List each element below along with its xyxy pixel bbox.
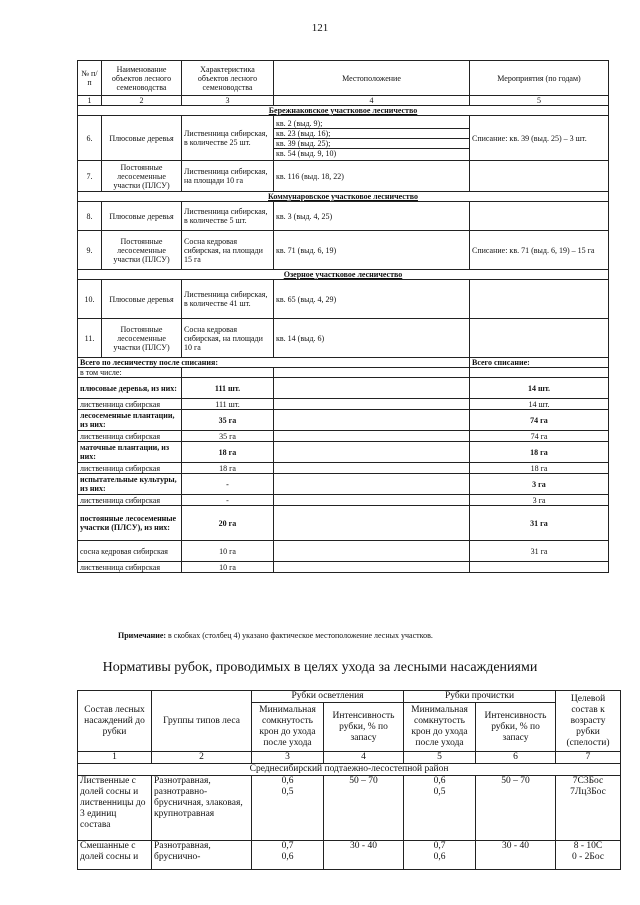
summary-row: [78, 410, 609, 431]
region-title: Среднесибирский подтаежно-лесостепной район: [78, 764, 621, 776]
summary-value: 111 шт.: [182, 399, 274, 410]
summary-label: постоянные лесосеменные участки (ПЛСУ), из них:: [78, 506, 182, 541]
object-description: Сосна кедровая сибирская, на площади 15 га: [182, 231, 274, 270]
closure-light: 0,6 0,5: [252, 776, 324, 841]
forest-types: Разнотравная, разнотравно-брусничная, злаковая, крупнотравная: [152, 776, 252, 841]
summary-writeoff: 74 га: [470, 431, 609, 442]
summary-empty: [274, 562, 470, 573]
object-name: Постоянные лесосеменные участки (ПЛСУ): [102, 231, 182, 270]
table-row: [78, 319, 609, 358]
summary-row: [78, 431, 609, 442]
column-header: Местоположение: [274, 61, 470, 96]
table-row: [78, 231, 609, 270]
intensity-light: 30 - 40: [324, 841, 404, 870]
column-number-row: [78, 96, 609, 106]
totals-label: Всего по лесничеству после списания:: [78, 358, 470, 368]
section-row: [78, 106, 609, 116]
column-number: 4: [274, 96, 470, 106]
summary-value: 18 га: [182, 442, 274, 463]
column-number: 2: [102, 96, 182, 106]
summary-label: лиственница сибирская: [78, 463, 182, 474]
column-header: № п/п: [78, 61, 102, 96]
section-title: Коммунаровское участковое лесничество: [78, 192, 609, 202]
section-row: [78, 192, 609, 202]
section-title: Бережнаковское участковое лесничество: [78, 106, 609, 116]
summary-label: сосна кедровая сибирская: [78, 541, 182, 562]
object-name: Постоянные лесосеменные участки (ПЛСУ): [102, 161, 182, 192]
row-number: 10.: [78, 280, 102, 319]
summary-writeoff: 74 га: [470, 410, 609, 431]
row-number: 6.: [78, 116, 102, 161]
column-number: 3: [182, 96, 274, 106]
column-number-row: [78, 752, 621, 764]
column-number: 5: [470, 96, 609, 106]
felling-norms-table: [77, 690, 621, 870]
closure-thinning: 0,7 0,6: [404, 841, 476, 870]
table-note: [118, 631, 433, 640]
closure-light: 0,7 0,6: [252, 841, 324, 870]
activity: [470, 319, 609, 358]
seed-objects-table: [77, 60, 609, 573]
object-description: Лиственница сибирская, в количестве 41 шт.: [182, 280, 274, 319]
column-number: 1: [78, 752, 152, 764]
summary-value: 18 га: [182, 463, 274, 474]
table-cell: [470, 368, 609, 378]
summary-empty: [274, 541, 470, 562]
location: кв. 65 (выд. 4, 29): [274, 280, 470, 319]
intensity-thinning: 30 - 40: [476, 841, 556, 870]
composition: Лиственные с долей сосны и лиственницы до 3 единиц состава: [78, 776, 152, 841]
summary-value: 35 га: [182, 410, 274, 431]
object-description: Лиственница сибирская, в количестве 25 шт.: [182, 116, 274, 161]
summary-row: [78, 442, 609, 463]
object-name: Плюсовые деревья: [102, 280, 182, 319]
table-row: [78, 841, 621, 870]
intensity-thinning: 50 – 70: [476, 776, 556, 841]
summary-row: [78, 495, 609, 506]
location: кв. 3 (выд. 4, 25): [274, 202, 470, 231]
column-header: Группы типов леса: [152, 691, 252, 752]
summary-writeoff: 31 га: [470, 506, 609, 541]
section-title: Озерное участковое лесничество: [78, 270, 609, 280]
column-header: Характеристика объектов лесного семеноводства: [182, 61, 274, 96]
summary-writeoff: 3 га: [470, 495, 609, 506]
writeoff-label: Всего списание:: [470, 358, 609, 368]
location-line: кв. 23 (выд. 16);: [274, 129, 469, 139]
summary-row: [78, 399, 609, 410]
composition: Смешанные с долей сосны и: [78, 841, 152, 870]
location: [274, 116, 470, 161]
section-title: Нормативы рубок, проводимых в целях ухода за лесными насаждениями: [102, 660, 538, 675]
including-label: в том числе:: [78, 368, 182, 378]
totals-row: [78, 358, 609, 368]
column-header: Мероприятия (по годам): [470, 61, 609, 96]
location: кв. 71 (выд. 6, 19): [274, 231, 470, 270]
summary-empty: [274, 399, 470, 410]
column-number: 6: [476, 752, 556, 764]
column-number: 1: [78, 96, 102, 106]
activity: [470, 161, 609, 192]
object-description: Сосна кедровая сибирская, на площади 10 га: [182, 319, 274, 358]
summary-empty: [274, 442, 470, 463]
summary-row: [78, 378, 609, 399]
summary-label: лиственница сибирская: [78, 399, 182, 410]
column-number: 5: [404, 752, 476, 764]
column-number: 7: [556, 752, 621, 764]
table-cell: [274, 368, 470, 378]
summary-row: [78, 506, 609, 541]
column-header: Наименование объектов лесного семеноводства: [102, 61, 182, 96]
target-composition: 8 - 10С 0 - 2Бос: [556, 841, 621, 870]
column-header: Минимальная сомкнутость крон до ухода после ухода: [252, 703, 324, 752]
column-header: Состав лесных насаждений до рубки: [78, 691, 152, 752]
summary-row: [78, 562, 609, 573]
summary-value: -: [182, 474, 274, 495]
location-line: кв. 2 (выд. 9);: [274, 119, 469, 129]
row-number: 11.: [78, 319, 102, 358]
summary-empty: [274, 474, 470, 495]
summary-label: лиственница сибирская: [78, 562, 182, 573]
region-row: [78, 764, 621, 776]
summary-empty: [274, 463, 470, 474]
summary-empty: [274, 378, 470, 399]
object-name: Плюсовые деревья: [102, 116, 182, 161]
summary-writeoff: 14 шт.: [470, 399, 609, 410]
summary-writeoff: 31 га: [470, 541, 609, 562]
table-row: [78, 776, 621, 841]
column-number: 3: [252, 752, 324, 764]
column-header: Интенсивность рубки, % по запасу: [324, 703, 404, 752]
column-header: Интенсивность рубки, % по запасу: [476, 703, 556, 752]
summary-empty: [274, 410, 470, 431]
summary-label: лиственница сибирская: [78, 495, 182, 506]
summary-row: [78, 541, 609, 562]
note-label: Примечание:: [118, 631, 167, 640]
summary-empty: [274, 495, 470, 506]
summary-row: [78, 463, 609, 474]
column-header: Целевой состав к возрасту рубки (спелости): [556, 691, 621, 752]
summary-writeoff: 18 га: [470, 463, 609, 474]
summary-empty: [274, 431, 470, 442]
table-cell: [182, 368, 274, 378]
activity: Списание: кв. 39 (выд. 25) – 3 шт.: [470, 116, 609, 161]
including-row: [78, 368, 609, 378]
column-number: 4: [324, 752, 404, 764]
location-line: кв. 54 (выд. 9, 10): [276, 148, 337, 158]
summary-label: плюсовые деревья, из них:: [78, 378, 182, 399]
summary-writeoff: [470, 562, 609, 573]
row-number: 9.: [78, 231, 102, 270]
summary-label: лесосеменные плантации, из них:: [78, 410, 182, 431]
summary-value: 10 га: [182, 562, 274, 573]
note-text: в скобках (столбец 4) указано фактическое местоположение лесных участков.: [168, 631, 433, 640]
target-composition: 7С3Бос 7Лц3Бос: [556, 776, 621, 841]
section-row: [78, 270, 609, 280]
summary-writeoff: 14 шт.: [470, 378, 609, 399]
summary-empty: [274, 506, 470, 541]
table-row: [78, 161, 609, 192]
summary-writeoff: 18 га: [470, 442, 609, 463]
closure-thinning: 0,6 0,5: [404, 776, 476, 841]
summary-value: 35 га: [182, 431, 274, 442]
column-header: Рубки прочистки: [404, 691, 556, 703]
intensity-light: 50 – 70: [324, 776, 404, 841]
forest-types: Разнотравная, бруснично-: [152, 841, 252, 870]
activity: [470, 202, 609, 231]
object-name: Плюсовые деревья: [102, 202, 182, 231]
object-description: Лиственница сибирская, на площади 10 га: [182, 161, 274, 192]
summary-value: -: [182, 495, 274, 506]
column-header: Рубки осветления: [252, 691, 404, 703]
object-description: Лиственница сибирская, в количестве 5 шт.: [182, 202, 274, 231]
summary-row: [78, 474, 609, 495]
summary-label: маточные плантации, из них:: [78, 442, 182, 463]
table-row: [78, 280, 609, 319]
summary-label: испытательные культуры, из них:: [78, 474, 182, 495]
row-number: 8.: [78, 202, 102, 231]
table-row: [78, 116, 609, 161]
object-name: Постоянные лесосеменные участки (ПЛСУ): [102, 319, 182, 358]
table-row: [78, 202, 609, 231]
summary-writeoff: 3 га: [470, 474, 609, 495]
row-number: 7.: [78, 161, 102, 192]
table-header-row: [78, 691, 621, 703]
location-line: кв. 39 (выд. 25);: [274, 139, 469, 149]
column-number: 2: [152, 752, 252, 764]
activity: Списание: кв. 71 (выд. 6, 19) – 15 га: [470, 231, 609, 270]
summary-label: лиственница сибирская: [78, 431, 182, 442]
summary-value: 20 га: [182, 506, 274, 541]
activity: [470, 280, 609, 319]
table-header-row: [78, 61, 609, 96]
summary-value: 111 шт.: [182, 378, 274, 399]
summary-value: 10 га: [182, 541, 274, 562]
page-number: 121: [311, 22, 329, 34]
location: кв. 14 (выд. 6): [274, 319, 470, 358]
location: кв. 116 (выд. 18, 22): [274, 161, 470, 192]
column-header: Минимальная сомкнутость крон до ухода после ухода: [404, 703, 476, 752]
